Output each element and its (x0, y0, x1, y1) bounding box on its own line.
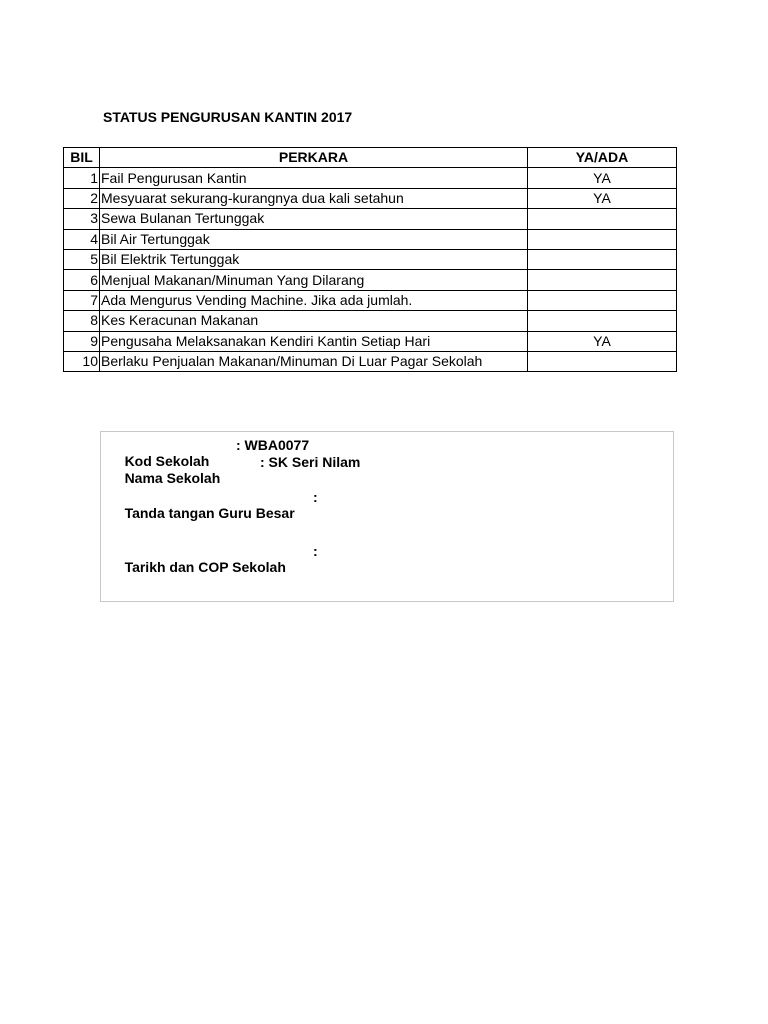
row-perkara: Menjual Makanan/Minuman Yang Dilarang (100, 270, 528, 290)
row-perkara: Bil Elektrik Tertunggak (100, 249, 528, 269)
row-bil: 5 (64, 249, 100, 269)
row-ya-ada: YA (528, 188, 677, 208)
row-bil: 8 (64, 311, 100, 331)
row-bil: 7 (64, 290, 100, 310)
row-perkara: Mesyuarat sekurang-kurangnya dua kali setahun (100, 188, 528, 208)
table-row (64, 311, 677, 331)
row-bil: 1 (64, 168, 100, 188)
tanda-tangan-label: Tanda tangan Guru Besar (124, 505, 295, 521)
table-row (64, 209, 677, 229)
row-perkara: Pengusaha Melaksanakan Kendiri Kantin Setiap Hari (100, 331, 528, 351)
tarikh-cop-label: Tarikh dan COP Sekolah (124, 559, 286, 575)
table-row (64, 331, 677, 351)
row-bil: 4 (64, 229, 100, 249)
row-perkara: Bil Air Tertunggak (100, 229, 528, 249)
row-ya-ada (528, 209, 677, 229)
document-title: STATUS PENGURUSAN KANTIN 2017 (103, 109, 353, 125)
row-perkara: Sewa Bulanan Tertunggak (100, 209, 528, 229)
row-perkara: Ada Mengurus Vending Machine. Jika ada jumlah. (100, 290, 528, 310)
school-info-box (100, 431, 674, 602)
row-ya-ada (528, 270, 677, 290)
row-perkara: Fail Pengurusan Kantin (100, 168, 528, 188)
row-bil: 6 (64, 270, 100, 290)
row-ya-ada (528, 249, 677, 269)
row-bil: 10 (64, 351, 100, 371)
header-bil: BIL (64, 148, 100, 168)
kod-sekolah-value: : WBA0077 (236, 437, 310, 453)
table-row (64, 229, 677, 249)
header-ya-ada: YA/ADA (528, 148, 677, 168)
row-perkara: Berlaku Penjualan Makanan/Minuman Di Luar Pagar Sekolah (100, 351, 528, 371)
row-ya-ada: YA (528, 331, 677, 351)
kod-sekolah-label: Kod Sekolah (124, 453, 210, 469)
table-row (64, 351, 677, 371)
tarikh-cop-value: : (313, 543, 318, 559)
table-row (64, 249, 677, 269)
row-bil: 3 (64, 209, 100, 229)
row-bil: 2 (64, 188, 100, 208)
table-header-row (64, 148, 677, 168)
nama-sekolah-value: : SK Seri Nilam (260, 454, 361, 470)
row-ya-ada: YA (528, 168, 677, 188)
row-perkara: Kes Keracunan Makanan (100, 311, 528, 331)
nama-sekolah-label: Nama Sekolah (124, 470, 221, 486)
table-row (64, 270, 677, 290)
row-ya-ada (528, 290, 677, 310)
tarikh-cop-line (109, 543, 318, 607)
row-ya-ada (528, 351, 677, 371)
row-bil: 9 (64, 331, 100, 351)
row-ya-ada (528, 229, 677, 249)
table-row (64, 168, 677, 188)
tanda-tangan-value: : (313, 489, 318, 505)
row-ya-ada (528, 311, 677, 331)
status-table (63, 147, 677, 372)
header-perkara: PERKARA (100, 148, 528, 168)
table-row (64, 188, 677, 208)
table-row (64, 290, 677, 310)
